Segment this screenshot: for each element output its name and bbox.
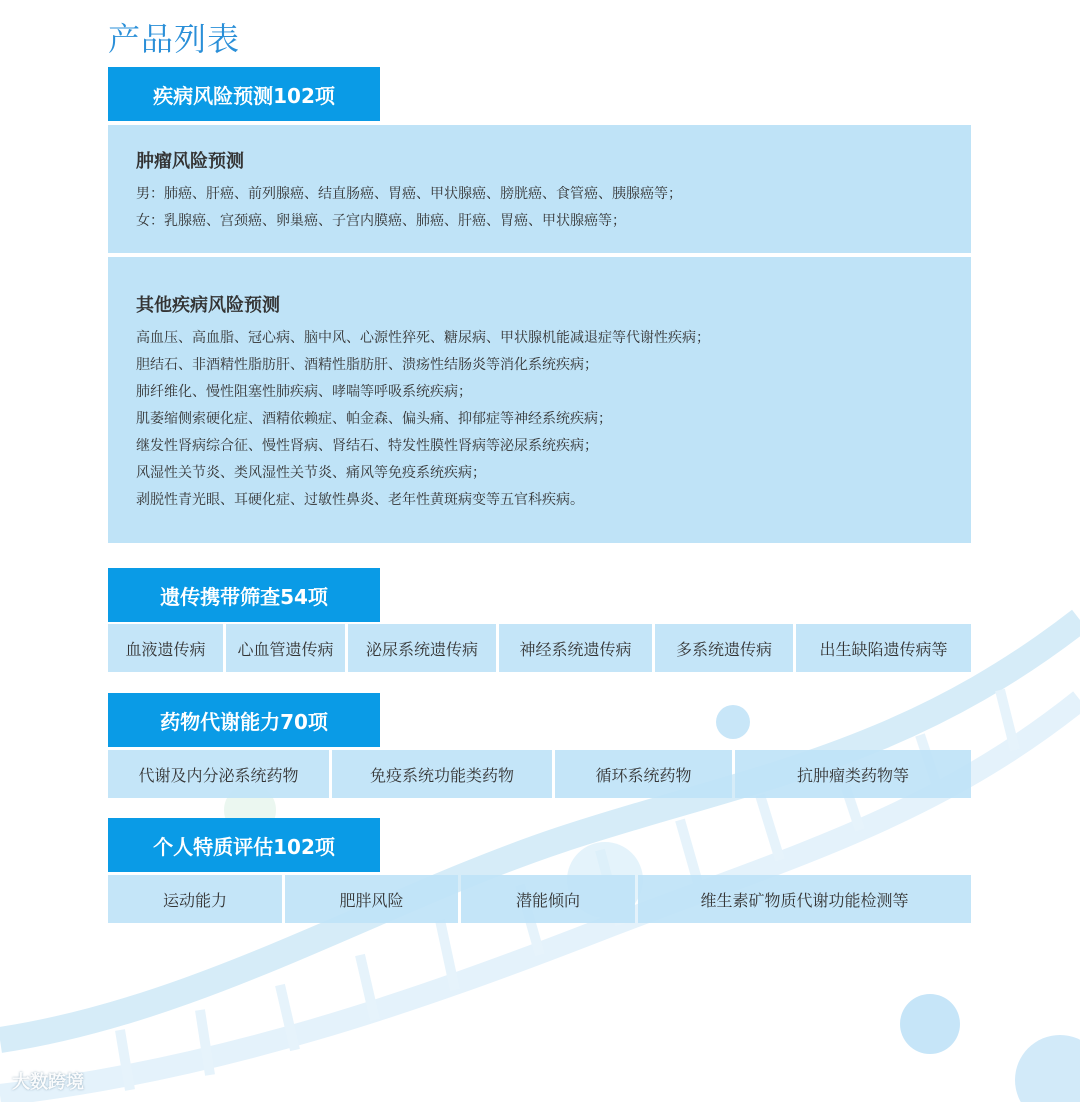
tumor-line-female: 女：乳腺癌、宫颈癌、卵巢癌、子宫内膜癌、肺癌、肝癌、胃癌、甲状腺癌等； — [136, 213, 626, 229]
section-header-drug-metabolism: 药物代谢能力70项 — [108, 693, 380, 747]
genetic-cell: 多系统遗传病 — [655, 624, 793, 672]
genetic-carrier-row — [108, 624, 971, 672]
genetic-cell: 心血管遗传病 — [226, 624, 345, 672]
traits-cell: 肥胖风险 — [285, 875, 458, 923]
panel-other-disease-risk — [108, 257, 971, 543]
genetic-cell: 泌尿系统遗传病 — [348, 624, 496, 672]
genetic-cell: 神经系统遗传病 — [499, 624, 652, 672]
drug-cell: 代谢及内分泌系统药物 — [108, 750, 329, 798]
panel-tumor-risk — [108, 125, 971, 253]
page-title: 产品列表 — [108, 20, 241, 58]
other-disease-line: 肺纤维化、慢性阻塞性肺疾病、哮喘等呼吸系统疾病； — [136, 384, 472, 400]
section-header-disease-risk: 疾病风险预测102项 — [108, 67, 380, 121]
personal-traits-row — [108, 875, 971, 923]
genetic-cell: 血液遗传病 — [108, 624, 223, 672]
other-disease-line: 肌萎缩侧索硬化症、酒精依赖症、帕金森、偏头痛、抑郁症等神经系统疾病； — [136, 411, 612, 427]
traits-cell: 维生素矿物质代谢功能检测等 — [638, 875, 971, 923]
panel-title-other: 其他疾病风险预测 — [136, 295, 280, 316]
traits-cell: 运动能力 — [108, 875, 282, 923]
drug-cell: 循环系统药物 — [555, 750, 732, 798]
drug-cell: 免疫系统功能类药物 — [332, 750, 552, 798]
drug-cell: 抗肿瘤类药物等 — [735, 750, 971, 798]
section-header-personal-traits: 个人特质评估102项 — [108, 818, 380, 872]
other-disease-line: 胆结石、非酒精性脂肪肝、酒精性脂肪肝、溃疡性结肠炎等消化系统疾病； — [136, 357, 598, 373]
other-disease-line: 高血压、高血脂、冠心病、脑中风、心源性猝死、糖尿病、甲状腺机能减退症等代谢性疾病； — [136, 330, 710, 346]
section-header-genetic-carrier: 遗传携带筛查54项 — [108, 568, 380, 622]
panel-title-tumor: 肿瘤风险预测 — [136, 151, 244, 172]
genetic-cell: 出生缺陷遗传病等 — [796, 624, 971, 672]
drug-metabolism-row — [108, 750, 971, 798]
other-disease-line: 剥脱性青光眼、耳硬化症、过敏性鼻炎、老年性黄斑病变等五官科疾病。 — [136, 492, 584, 508]
traits-cell: 潜能倾向 — [461, 875, 635, 923]
tumor-line-male: 男：肺癌、肝癌、前列腺癌、结直肠癌、胃癌、甲状腺癌、膀胱癌、食管癌、胰腺癌等； — [136, 186, 682, 202]
watermark: 大数跨境 — [12, 1072, 84, 1093]
other-disease-line: 继发性肾病综合征、慢性肾病、肾结石、特发性膜性肾病等泌尿系统疾病； — [136, 438, 598, 454]
other-disease-line: 风湿性关节炎、类风湿性关节炎、痛风等免疫系统疾病； — [136, 465, 486, 481]
